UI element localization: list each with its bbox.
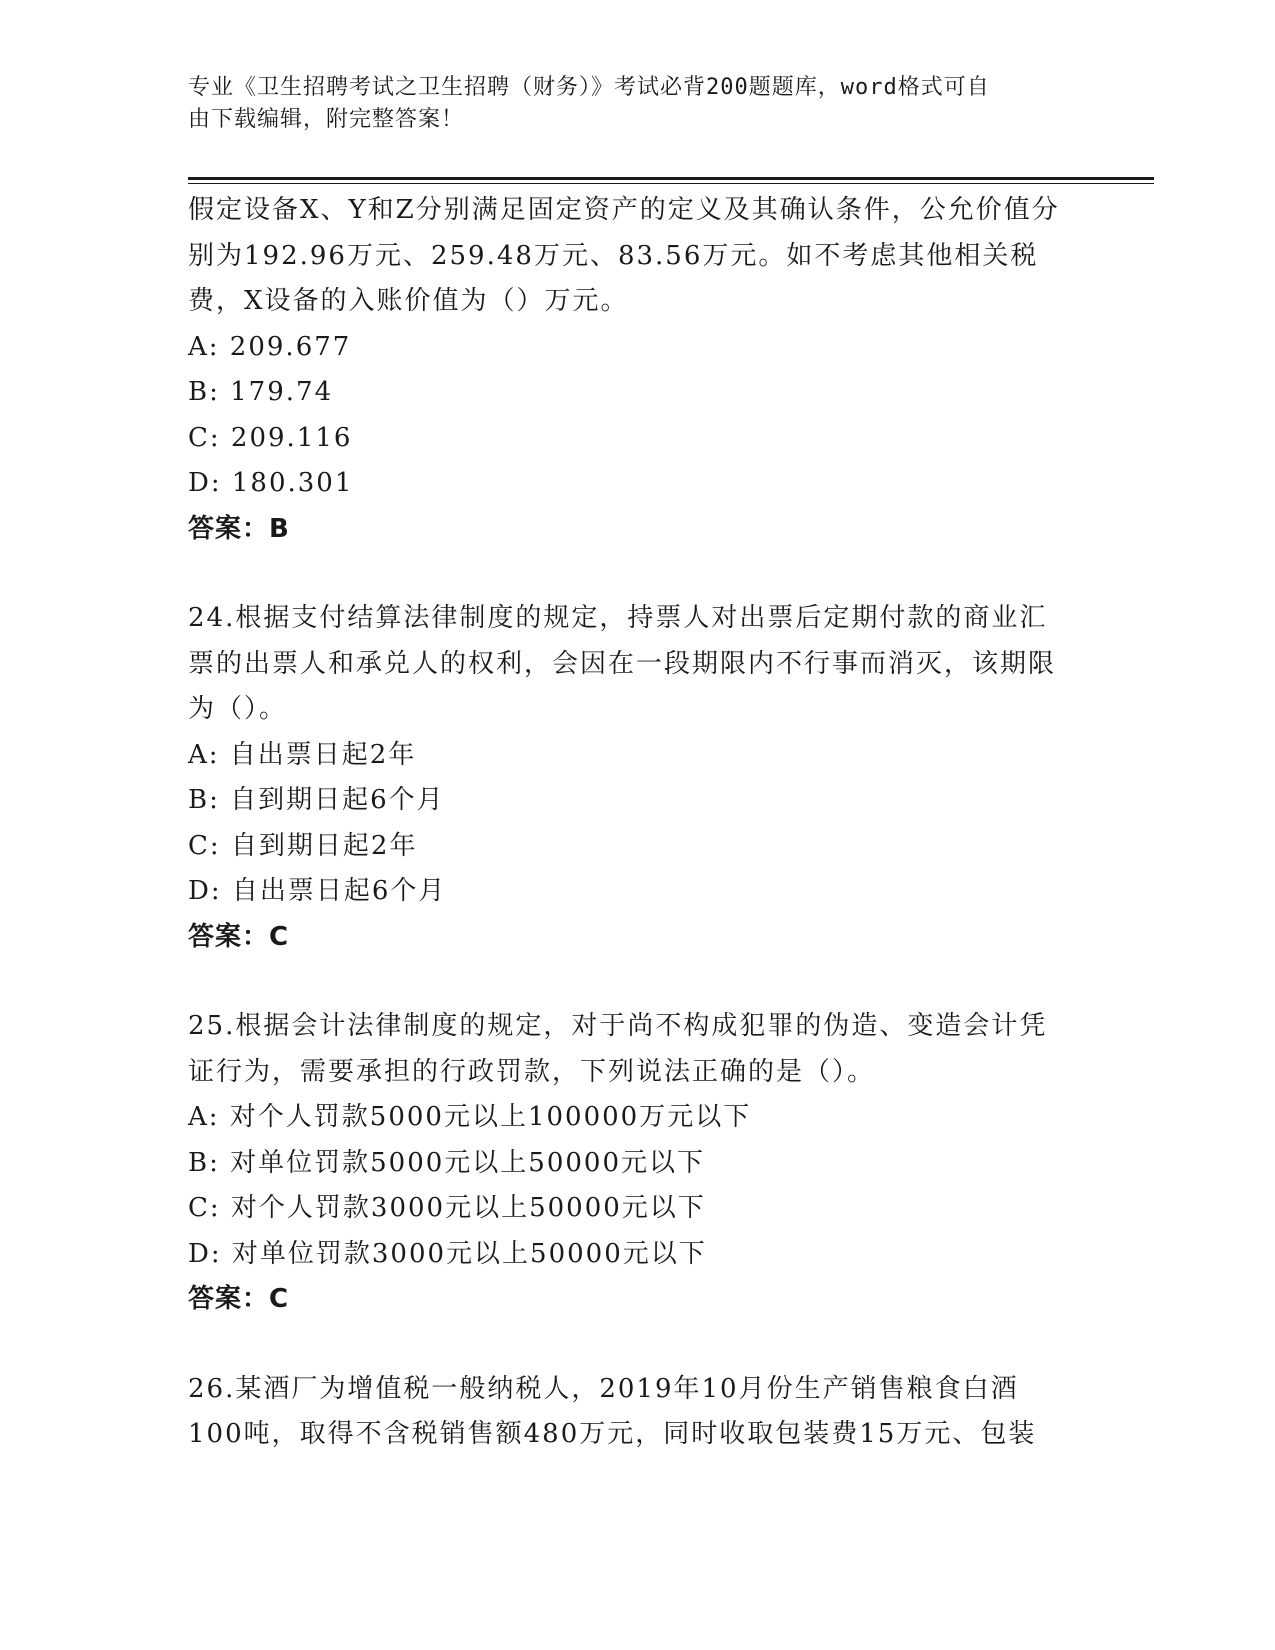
option-c: C: 自到期日起2年 xyxy=(188,830,418,861)
header-divider-thin xyxy=(188,183,1154,184)
option-b: B: 179.74 xyxy=(188,377,334,407)
question-item xyxy=(188,596,1088,960)
option-c: C: 209.116 xyxy=(188,422,353,453)
header-line-1: 专业《卫生招聘考试之卫生招聘（财务）》考试必背200题题库，word格式可自 xyxy=(188,75,990,100)
question-text: 假定设备X、Y和Z分别满足固定资产的定义及其确认条件，公允价值分别为192.96万元、259.48万元、83.56万元。如不考虑其他相关税费，X设备的入账价值为（）万元。 xyxy=(188,195,1060,316)
question-item xyxy=(188,188,1088,552)
question-text: 24.根据支付结算法律制度的规定，持票人对出票后定期付款的商业汇票的出票人和承兑人的权利，会因在一段期限内不行事而消灭，该期限为（）。 xyxy=(188,603,1057,724)
question-list xyxy=(188,188,1088,1502)
option-a: A: 对个人罚款5000元以上100000万元以下 xyxy=(188,1102,752,1132)
header-line-2: 由下载编辑，附完整答案！ xyxy=(188,107,465,132)
answer-line: 答案：B xyxy=(188,513,290,544)
option-d: D: 180.301 xyxy=(188,468,354,498)
answer-line: 答案：C xyxy=(188,1284,290,1314)
option-c: C: 对个人罚款3000元以上50000元以下 xyxy=(188,1193,706,1223)
question-item xyxy=(188,1367,1088,1458)
option-d: D: 对单位罚款3000元以上50000元以下 xyxy=(188,1238,707,1269)
header-divider-thick xyxy=(188,177,1154,180)
option-a: A: 自出票日起2年 xyxy=(188,739,417,770)
question-text: 26.某酒厂为增值税一般纳税人，2019年10月份生产销售粮食白酒100吨，取得不含税销售额480万元，同时收取包装费15万元、包装 xyxy=(188,1373,1037,1449)
option-b: B: 自到期日起6个月 xyxy=(188,785,445,815)
document-header xyxy=(188,72,1068,136)
option-a: A: 209.677 xyxy=(188,331,352,362)
question-item xyxy=(188,1004,1088,1323)
option-d: D: 自出票日起6个月 xyxy=(188,876,447,906)
question-text: 25.根据会计法律制度的规定，对于尚不构成犯罪的伪造、变造会计凭证行为，需要承担的行政罚款，下列说法正确的是（）。 xyxy=(188,1011,1048,1087)
answer-line: 答案：C xyxy=(188,921,290,952)
option-b: B: 对单位罚款5000元以上50000元以下 xyxy=(188,1147,706,1178)
